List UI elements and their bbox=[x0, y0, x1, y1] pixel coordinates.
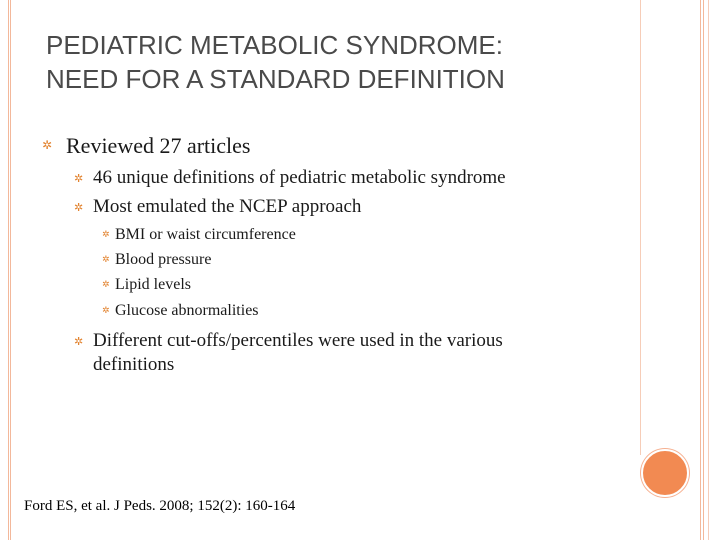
gear-bullet-icon: ✲ bbox=[102, 306, 110, 316]
citation: Ford ES, et al. J Peds. 2008; 152(2): 160-164 bbox=[24, 498, 296, 514]
right-border-decoration bbox=[700, 0, 704, 540]
bullet-level2-item: Different cut-offs/percentiles were used in the various definitions bbox=[93, 330, 503, 375]
bullet-level3-item: Glucose abnormalities bbox=[115, 302, 259, 319]
gear-bullet-icon: ✲ bbox=[42, 138, 53, 152]
vertical-rule-decoration bbox=[640, 0, 641, 455]
gear-bullet-icon: ✲ bbox=[74, 172, 84, 185]
gear-bullet-icon: ✲ bbox=[102, 280, 110, 290]
slide-title bbox=[46, 28, 636, 96]
bullet-level2-item: 46 unique definitions of pediatric metabolic syndrome bbox=[93, 167, 506, 188]
bullet-level3-item: Lipid levels bbox=[115, 276, 191, 293]
gear-bullet-icon: ✲ bbox=[74, 335, 84, 348]
right-border-decoration-outer bbox=[708, 0, 710, 540]
circle-decoration bbox=[641, 449, 689, 497]
bullet-level1: Reviewed 27 articles bbox=[66, 133, 251, 158]
bullet-level3-item: Blood pressure bbox=[115, 251, 212, 268]
bullet-level3-item: BMI or waist circumference bbox=[115, 226, 296, 243]
gear-bullet-icon: ✲ bbox=[102, 255, 110, 265]
bullet-level2-item: Most emulated the NCEP approach bbox=[93, 196, 362, 217]
title-line-2: NEED FOR A STANDARD DEFINITION bbox=[46, 64, 505, 94]
left-border-decoration bbox=[8, 0, 11, 540]
gear-bullet-icon: ✲ bbox=[74, 201, 84, 214]
gear-bullet-icon: ✲ bbox=[102, 230, 110, 240]
title-line-1: PEDIATRIC METABOLIC SYNDROME: bbox=[46, 30, 503, 60]
